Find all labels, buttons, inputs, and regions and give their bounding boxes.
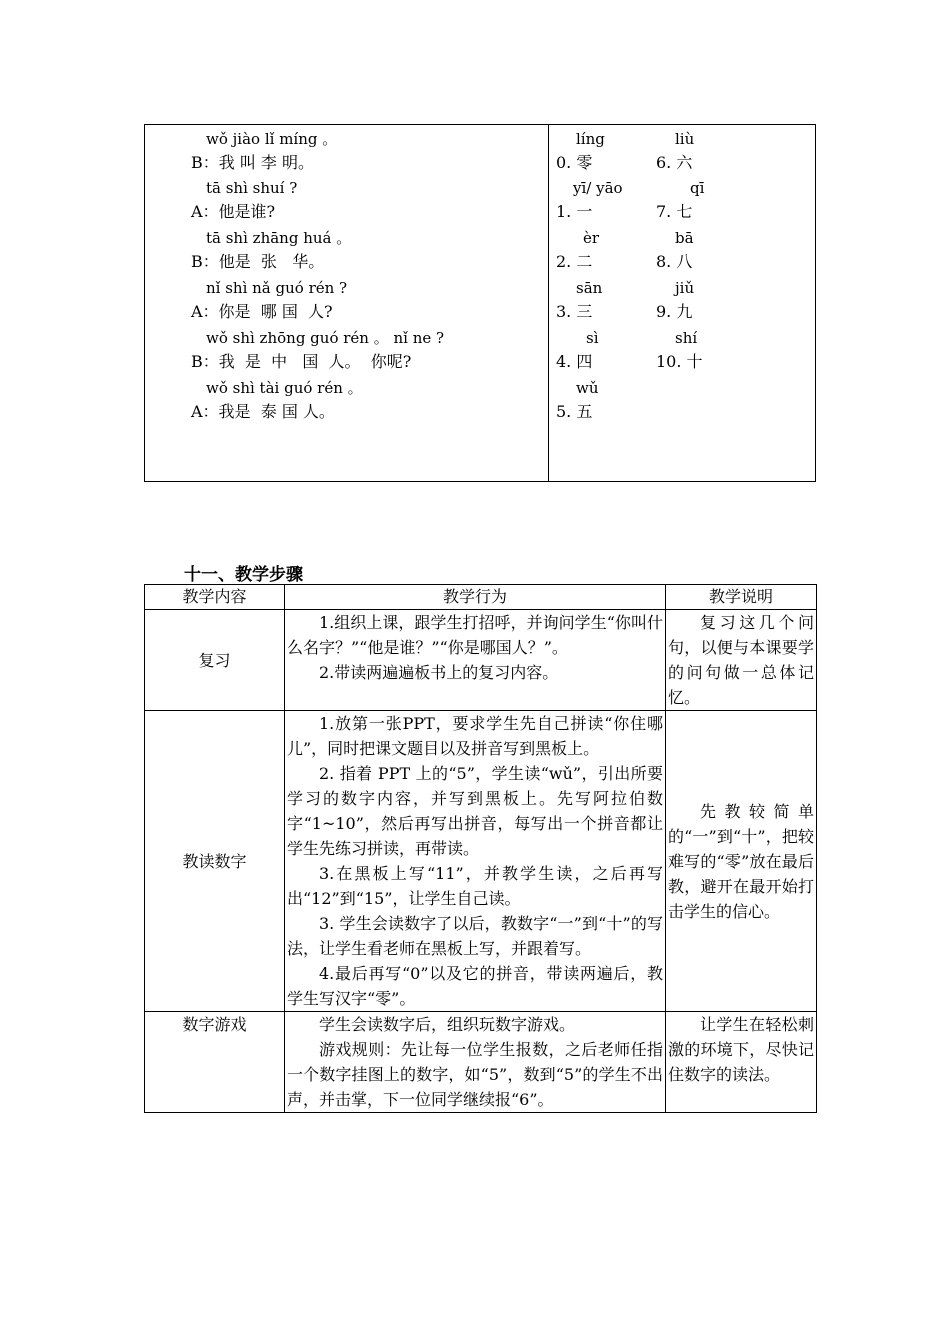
dialogue-line: B：他是 张 华。 [191, 252, 325, 271]
column-header: 教学说明 [666, 585, 817, 610]
column-header: 教学行为 [285, 585, 666, 610]
note-paragraph: 先教较简单的“一”到“十”，把较难写的“零”放在最后教，避开在最开始打击学生的信心。 [668, 801, 814, 921]
number-pinyin: wǔ [576, 379, 599, 397]
content-cell: 复习 [145, 610, 285, 711]
note-paragraph: 复习这几个问句，以便与本课要学的问句做一总体记忆。 [668, 613, 814, 707]
number-hanzi: 8. 八 [656, 252, 693, 271]
table-row [145, 711, 817, 1012]
action-paragraph: 学生会读数字后，组织玩数字游戏。 [319, 1015, 576, 1034]
section-title: 十一、教学步骤 [184, 565, 303, 585]
dialogue-line: A：你是 哪 国 人? [191, 302, 333, 321]
dialogue-line: tā shì shuí ? [206, 179, 298, 197]
dialogue-line: tā shì zhāng huá 。 [206, 229, 352, 247]
number-hanzi: 3. 三 [556, 302, 593, 321]
number-hanzi: 10. 十 [656, 352, 703, 371]
number-hanzi: 6. 六 [656, 153, 693, 172]
number-pinyin: qī [690, 179, 705, 197]
note-cell [666, 1012, 817, 1113]
dialogue-line: B：我 是 中 国 人。 你呢? [191, 352, 412, 371]
dialogue-line: wǒ jiào lǐ míng 。 [206, 130, 338, 148]
action-paragraph: 2. 指着 PPT 上的“5”，学生读“wǔ”，引出所要学习的数字内容，并写到黑板上。先写阿拉伯数字“1~10”，然后再写出拼音，每写出一个拼音都让学生先练习拼读，再带读。 [287, 764, 663, 858]
content-cell: 教读数字 [145, 711, 285, 1012]
number-pinyin: èr [583, 229, 600, 247]
action-paragraph: 1.组织上课，跟学生打招呼，并询问学生“你叫什么名字？”“他是谁？”“你是哪国人？”。 [287, 613, 663, 657]
action-paragraph: 3.在黑板上写“11”，并教学生读，之后再写出“12”到“15”，让学生自己读。 [287, 864, 663, 908]
dialogue-line: wǒ shì zhōng guó rén 。 nǐ ne ? [206, 329, 445, 347]
number-hanzi: 0. 零 [556, 153, 593, 172]
action-paragraph: 游戏规则：先让每一位学生报数，之后老师任指一个数字挂图上的数字，如“5”，数到“5”的学生不出声，并击掌，下一位同学继续报“6”。 [287, 1040, 663, 1109]
table-row [145, 610, 817, 711]
content-cell: 数字游戏 [145, 1012, 285, 1113]
action-paragraph: 3. 学生会读数字了以后，教数字“一”到“十”的写法，让学生看老师在黑板上写，并跟着写。 [287, 914, 663, 958]
dialogue-line: A：他是谁? [191, 202, 276, 221]
dialogue-line: wǒ shì tài guó rén 。 [206, 379, 363, 397]
table-row [145, 1012, 817, 1113]
actions-cell [285, 711, 666, 1012]
number-hanzi: 5. 五 [556, 402, 593, 421]
number-pinyin: yī/ yāo [573, 179, 623, 197]
number-hanzi: 7. 七 [656, 202, 693, 221]
column-divider [548, 125, 549, 481]
number-hanzi: 1. 一 [556, 202, 593, 221]
actions-cell [285, 1012, 666, 1113]
number-pinyin: sì [586, 329, 599, 347]
actions-cell [285, 610, 666, 711]
action-paragraph: 4.最后再写“0”以及它的拼音，带读两遍后，教学生写汉字“零”。 [287, 964, 663, 1008]
number-hanzi: 2. 二 [556, 252, 593, 271]
number-pinyin: sān [576, 279, 603, 297]
number-pinyin: liù [675, 130, 695, 148]
number-pinyin: líng [576, 130, 605, 148]
action-paragraph: 2.带读两遍遍板书上的复习内容。 [319, 663, 559, 682]
number-pinyin: jiǔ [675, 279, 695, 297]
action-paragraph: 1.放第一张PPT，要求学生先自己拼读“你住哪儿”，同时把课文题目以及拼音写到黑板上。 [287, 714, 663, 758]
column-header: 教学内容 [145, 585, 285, 610]
note-cell [666, 610, 817, 711]
number-hanzi: 9. 九 [656, 302, 693, 321]
note-paragraph: 让学生在轻松刺激的环境下，尽快记住数字的读法。 [668, 1015, 814, 1084]
dialogue-line: nǐ shì nǎ guó rén ? [206, 279, 348, 297]
dialogue-line: B：我 叫 李 明。 [191, 153, 315, 172]
dialogue-line: A：我是 泰 国 人。 [191, 402, 335, 421]
note-cell [666, 711, 817, 1012]
number-hanzi: 4. 四 [556, 352, 593, 371]
teaching-steps-table [144, 584, 817, 1113]
number-pinyin: bā [675, 229, 694, 247]
number-pinyin: shí [675, 329, 698, 347]
table-header-row [145, 585, 817, 610]
